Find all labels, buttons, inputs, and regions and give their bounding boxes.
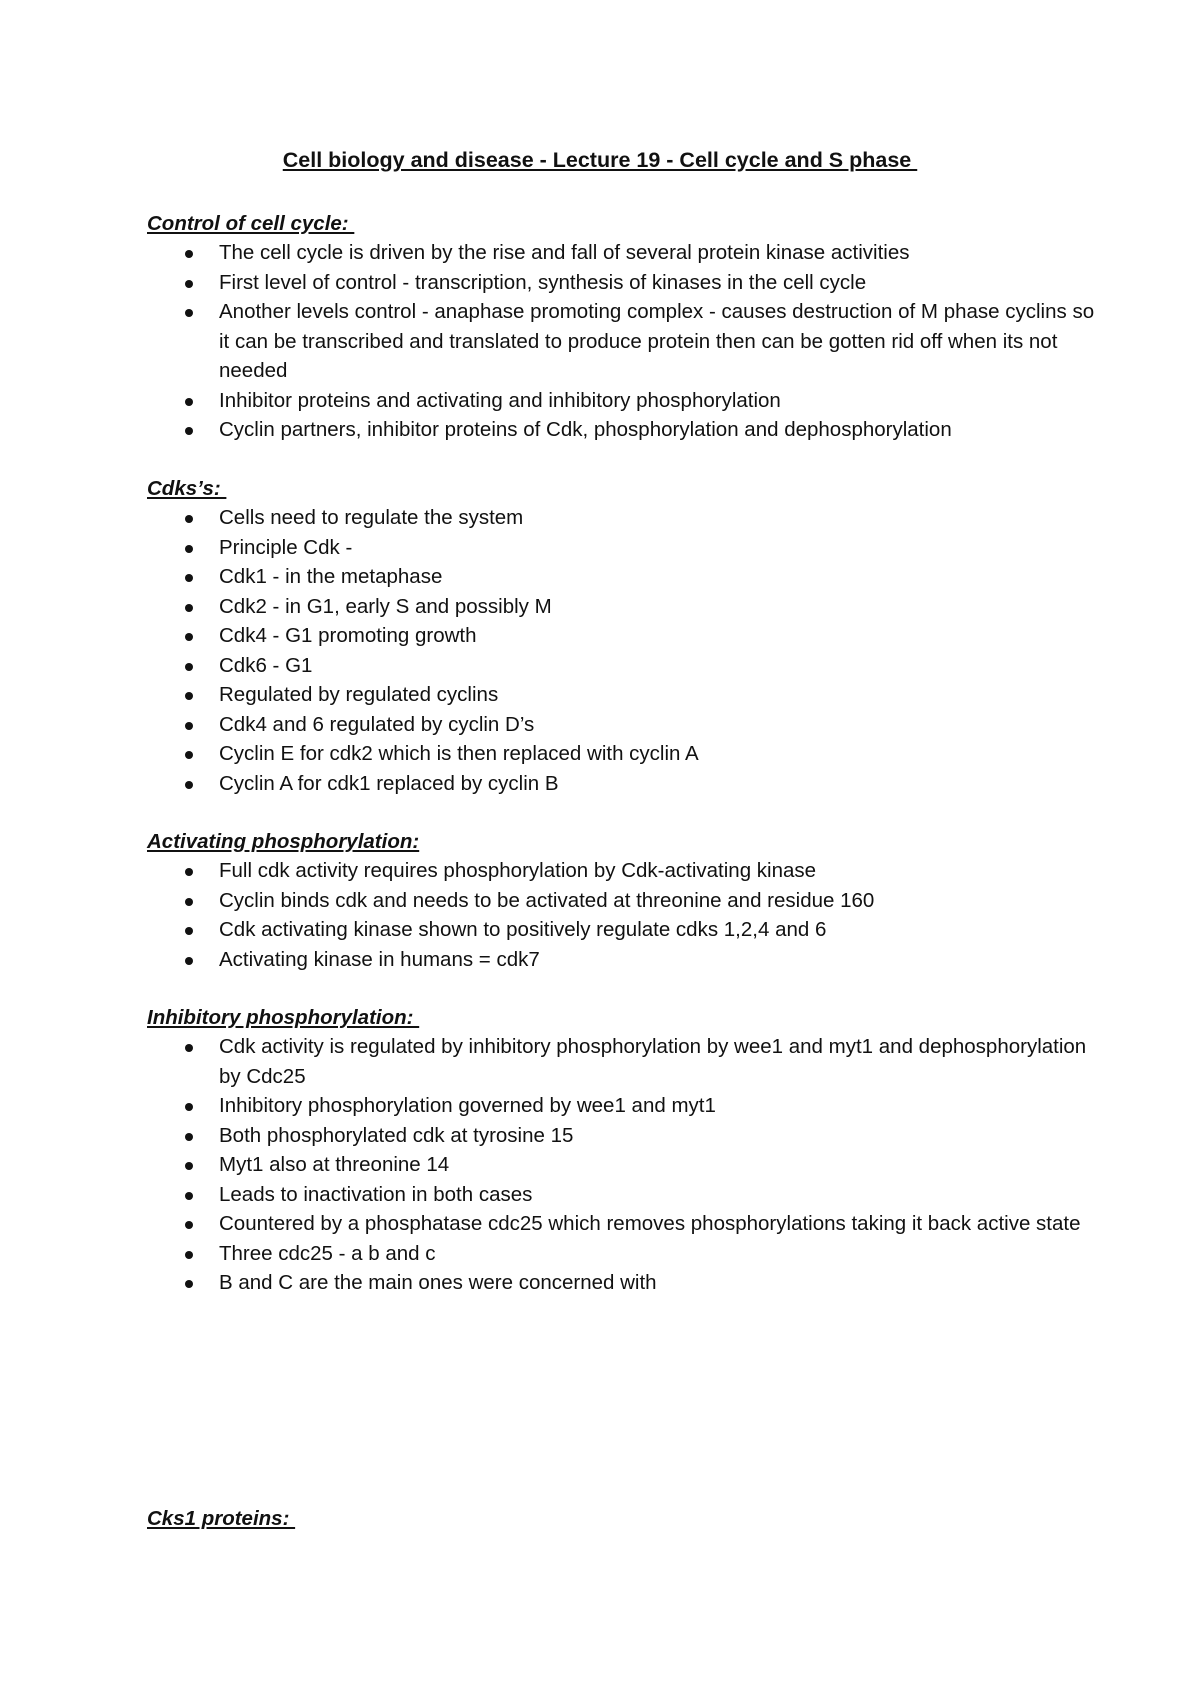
bullet-icon [185,309,193,317]
list-item: Cdk4 - G1 promoting growth [147,621,1107,651]
bullet-icon [185,868,193,876]
bullet-list [147,1032,1107,1298]
list-item: Activating kinase in humans = cdk7 [147,945,1107,975]
bullet-icon [185,692,193,700]
section-inhibitory-phosphorylation [147,1003,1107,1298]
bullet-icon [185,545,193,553]
bullet-icon [185,1251,193,1259]
bullet-icon [185,1221,193,1229]
list-item: Cdk1 - in the metaphase [147,562,1107,592]
list-item: Inhibitory phosphorylation governed by wee1 and myt1 [147,1091,1107,1121]
bullet-icon [185,515,193,523]
bullet-icon [185,898,193,906]
section-heading: Cks1 proteins: [147,1507,296,1530]
list-item: Inhibitor proteins and activating and inhibitory phosphorylation [147,386,1107,416]
list-item: Another levels control - anaphase promoting complex - causes destruction of M phase cyclins so it can be transcribed and translated to produce protein then can be gotten rid off when its not needed [147,297,1107,386]
section-heading: Cdks’s: [147,477,227,500]
bullet-icon [185,1103,193,1111]
bullet-icon [185,1044,193,1052]
list-item: B and C are the main ones were concerned with [147,1268,1107,1298]
bullet-icon [185,604,193,612]
list-item: Cdk6 - G1 [147,651,1107,681]
list-item: Cdk2 - in G1, early S and possibly M [147,592,1107,622]
list-item: Countered by a phosphatase cdc25 which removes phosphorylations taking it back active state [147,1209,1107,1239]
list-item: Three cdc25 - a b and c [147,1239,1107,1269]
list-item: Cyclin A for cdk1 replaced by cyclin B [147,769,1107,799]
list-item: Both phosphorylated cdk at tyrosine 15 [147,1121,1107,1151]
list-item: The cell cycle is driven by the rise and fall of several protein kinase activities [147,238,1107,268]
list-item: Cyclin partners, inhibitor proteins of Cdk, phosphorylation and dephosphorylation [147,415,1107,445]
list-item: Cyclin binds cdk and needs to be activated at threonine and residue 160 [147,886,1107,916]
section-control-of-cell-cycle [147,209,1107,445]
list-item: Cdk activity is regulated by inhibitory phosphorylation by wee1 and myt1 and dephosphorylation by Cdc25 [147,1032,1107,1091]
bullet-icon [185,1162,193,1170]
bullet-icon [185,1133,193,1141]
section-cks1-proteins [147,1504,1107,1533]
bullet-icon [185,781,193,789]
list-item: Leads to inactivation in both cases [147,1180,1107,1210]
bullet-icon [185,957,193,965]
list-item: Myt1 also at threonine 14 [147,1150,1107,1180]
list-item: Full cdk activity requires phosphorylation by Cdk-activating kinase [147,856,1107,886]
bullet-icon [185,280,193,288]
list-item: Cyclin E for cdk2 which is then replaced with cyclin A [147,739,1107,769]
bullet-icon [185,663,193,671]
list-item: Cdk4 and 6 regulated by cyclin D’s [147,710,1107,740]
bullet-list [147,238,1107,445]
bullet-icon [185,574,193,582]
bullet-icon [185,927,193,935]
document-title: Cell biology and disease - Lecture 19 - Cell cycle and S phase [282,148,918,172]
bullet-icon [185,722,193,730]
bullet-icon [185,250,193,258]
bullet-icon [185,751,193,759]
bullet-icon [185,633,193,641]
list-item: Regulated by regulated cyclins [147,680,1107,710]
list-item: First level of control - transcription, synthesis of kinases in the cell cycle [147,268,1107,298]
bullet-icon [185,427,193,435]
list-item: Cells need to regulate the system [147,503,1107,533]
bullet-list [147,856,1107,974]
section-heading: Inhibitory phosphorylation: [147,1006,420,1029]
section-activating-phosphorylation [147,827,1107,974]
list-item: Cdk activating kinase shown to positively regulate cdks 1,2,4 and 6 [147,915,1107,945]
bullet-icon [185,1192,193,1200]
bullet-list [147,503,1107,798]
bullet-icon [185,398,193,406]
list-item: Principle Cdk - [147,533,1107,563]
section-cdks [147,474,1107,798]
section-heading: Activating phosphorylation: [147,830,420,853]
section-heading: Control of cell cycle: [147,212,355,235]
bullet-icon [185,1280,193,1288]
